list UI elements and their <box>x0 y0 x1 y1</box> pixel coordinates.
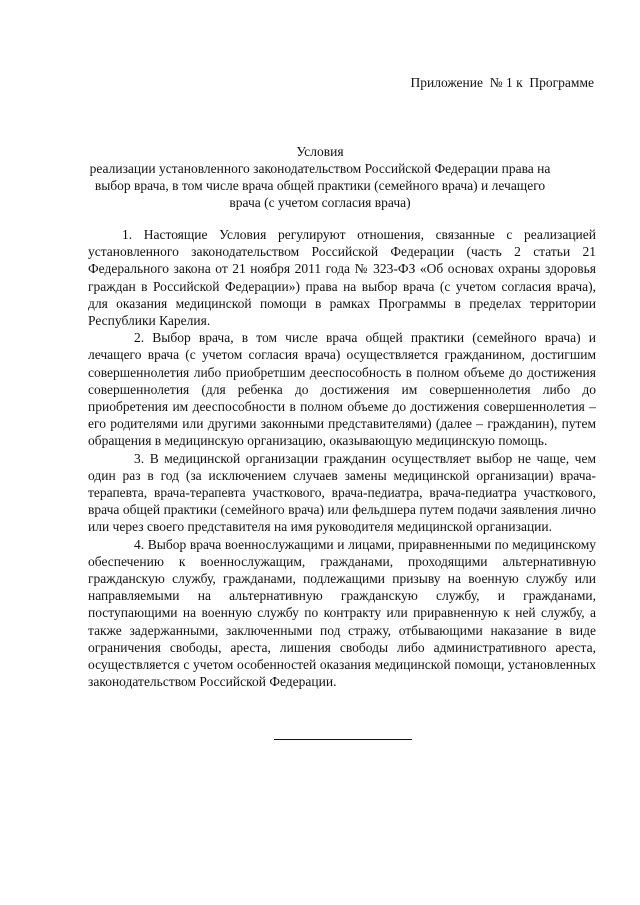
appendix-label: Приложение № 1 к Программе <box>410 75 594 90</box>
title-line-3: выбор врача, в том числе врача общей практики (семейного врача) и лечащего <box>94 178 546 193</box>
paragraph-4: 4. Выбор врача военнослужащими и лицами, приравненными по медицинскому обеспечению к военнослужащим, гражданами, проходящими альтернативную гражданскую службу, гражданами, подлежащими призыву на военную службу или направляемыми на альтернативную гражданскую службу, и гражданами, поступающими на военную службу по контракту или приравненную к ней службу, а также задержанными, заключенными под стражу, отбывающими наказание в виде ограничения свободы, ареста, лишения свободы либо административного ареста, осуществляется с учетом особенностей оказания медицинской помощи, установленных законодательством Российской Федерации. <box>88 536 596 690</box>
end-rule-divider <box>274 739 412 740</box>
document-title <box>88 143 552 211</box>
paragraph-1: 1. Настоящие Условия регулируют отношения, связанные с реализацией установленного законодательством Российской Федерации (часть 2 статьи 21 Федерального закона от 21 ноября 2011 года № 323-ФЗ «Об основах охраны здоровья граждан в Российской Федерации») права на выбор врача (с учетом согласия врача), для оказания медицинской помощи в рамках Программы в пределах территории Республики Карелия. <box>88 227 596 329</box>
document-body <box>88 226 596 690</box>
title-line-2: реализации установленного законодательством Российской Федерации права на <box>89 161 551 176</box>
paragraph-2: 2. Выбор врача, в том числе врача общей практики (семейного врача) и лечащего врача (с учетом согласия врача) осуществляется гражданином, достигшим совершеннолетия либо приобретшим дееспособность в полном объеме до достижения совершеннолетия (для ребенка до достижения им совершеннолетия либо до приобретения им дееспособности в полном объеме до достижения совершеннолетия – его родителями или другими законными представителями) (далее – гражданин), путем обращения в медицинскую организацию, оказывающую медицинскую помощь. <box>88 330 596 449</box>
title-line-1: Условия <box>296 144 344 159</box>
paragraph-3: 3. В медицинской организации гражданин осуществляет выбор не чаще, чем один раз в год (за исключением случаев замены медицинской организации) врача-терапевта, врача-терапевта участкового, врача-педиатра, врача-педиатра участкового, врача общей практики (семейного врача) или фельдшера путем подачи заявления лично или через своего представителя на имя руководителя медицинской организации. <box>88 450 596 535</box>
title-line-4: врача (с учетом согласия врача) <box>229 195 411 210</box>
